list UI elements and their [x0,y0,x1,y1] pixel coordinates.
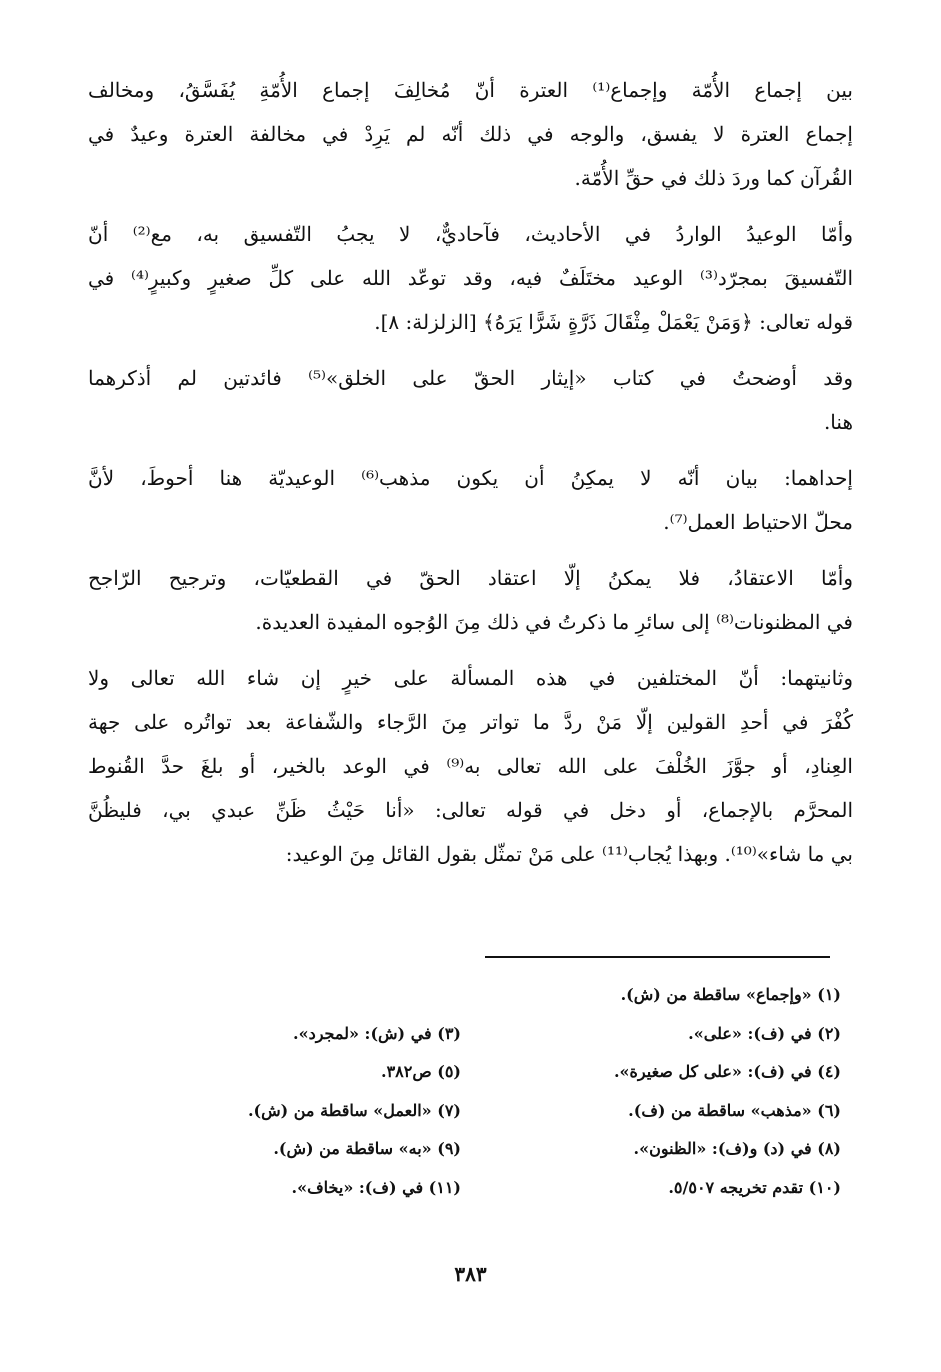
text-line: بين إجماع الأُمّة وإجماع⁽¹⁾ العترة أنّ مُخالِفَ إجماع الأُمّةِ يُفَسَّقُ، ومخالف [88,78,853,102]
footnote: (٤) في (ف): «على كل صغيرة». [613,1062,841,1081]
text-line: إحداهما: بيان أنّه لا يمكِنُ أن يكون مذهب⁽⁶⁾ الوعيديّة هنا أحوطَ، لأنَّ [88,466,853,490]
text-line: هنا. [823,410,853,434]
paragraph [88,456,853,544]
footnote: (٣) في (ش): «لمجرد». [293,1023,461,1043]
text-line: إجماع العترة لا يفسق، والوجه في ذلك أنّه لم يَرِدْ في مخالفة العترة وعيدٌ في [88,122,853,146]
text-line: كُفْرَ في أحدِ القولين إلّا مَنْ ردَّ ما تواتر مِنَ الرَّجاء والشّفاعة بعد تواتُره على جهة [88,710,853,734]
footnote: (١١) في (ف): «يخاف». [291,1177,461,1197]
text-line: محلّ الاحتياط العمل⁽⁷⁾. [663,510,853,534]
paragraph [88,68,853,200]
text-line: المحرَّم بالإجماع، أو دخل في قوله تعالى: «أنا حَيْثُ ظَنِّ عبدي بي، فليظُنَّ [88,798,853,822]
text-line: وأمّا الاعتقادُ، فلا يمكنُ إلّا اعتقاد الحقّ في القطعيّات، وترجيح الرّاجح [88,566,853,590]
footnote-row [141,1136,841,1175]
footnote-separator [485,956,830,958]
paragraph [88,212,853,344]
paragraph [88,356,853,444]
footnote: (١٠) تقدم تخريجه ٥/٥٠٧. [668,1177,841,1197]
text-line: القُرآن كما وردَ ذلك في حقِّ الأُمّة. [574,166,853,190]
footnote [141,982,461,1021]
text-line: قوله تعالى: ﴿وَمَنْ يَعْمَلْ مِثْقَالَ ذَرَّةٍ شَرًّا يَرَهُ﴾ [الزلزلة: ٨]. [374,310,853,334]
text-line: بي ما شاء»⁽¹⁰⁾. وبهذا يُجاب⁽¹¹⁾ على مَنْ تمثّل بقول القائل مِنَ الوعيد: [285,842,853,866]
text-line: التّفسيقَ بمجرّد⁽³⁾ الوعيد مختَلَفٌ فيه، وقد توعّد الله على كلِّ صغيرٍ وكبيرٍ⁽⁴⁾ في [88,266,854,290]
text-line: وأمّا الوعيدُ الواردُ في الأحاديث، فآحاديٌّ، لا يجبُ التّفسيق به، مع⁽²⁾ أنّ [88,222,854,246]
footnote-row [141,1021,841,1060]
text-line: في المظنونات⁽⁸⁾ إلى سائرِ ما ذكرتُ في ذلك مِنَ الوُجوه المفيدة العديدة. [255,610,853,634]
text-line: وقد أوضحتُ في كتاب «إيثار الحقّ على الخلق»⁽⁵⁾ فائدتين لم أذكرهما [88,366,854,390]
footnote-row [141,1175,841,1214]
footnote: (٢) في (ف): «على». [688,1023,841,1043]
footnote: (٧) «العمل» ساقطة من (ش). [247,1100,461,1120]
text-line: وثانيتهما: أنّ المختلفين في هذه المسألة على خيرٍ إن شاء الله تعالى ولا [88,666,853,690]
footnote: (٥) ص٣٨٢. [380,1062,461,1081]
footnote: (٦) «مذهب» ساقطة من (ف). [628,1100,841,1120]
footnote: (٨) في (د) و(ف): «الظنون». [633,1139,841,1158]
paragraph [88,556,853,644]
footnote-row [141,1059,841,1098]
paragraph [88,656,853,876]
footnote: (١) «وإجماع» ساقطة من (ش). [620,985,841,1004]
page-number: ٣٨٣ [454,1262,487,1286]
text-line: العِنادِ، أو جوَّزَ الخُلْفَ على الله تعالى به⁽⁹⁾ في الوعد بالخير، أو بلغَ حدَّ القُنوط [88,754,853,778]
footnotes [141,982,841,1213]
footnote-row [141,1098,841,1137]
main-text [88,68,853,876]
footnote: (٩) «به» ساقطة من (ش). [273,1139,461,1158]
footnote-row [141,982,841,1021]
